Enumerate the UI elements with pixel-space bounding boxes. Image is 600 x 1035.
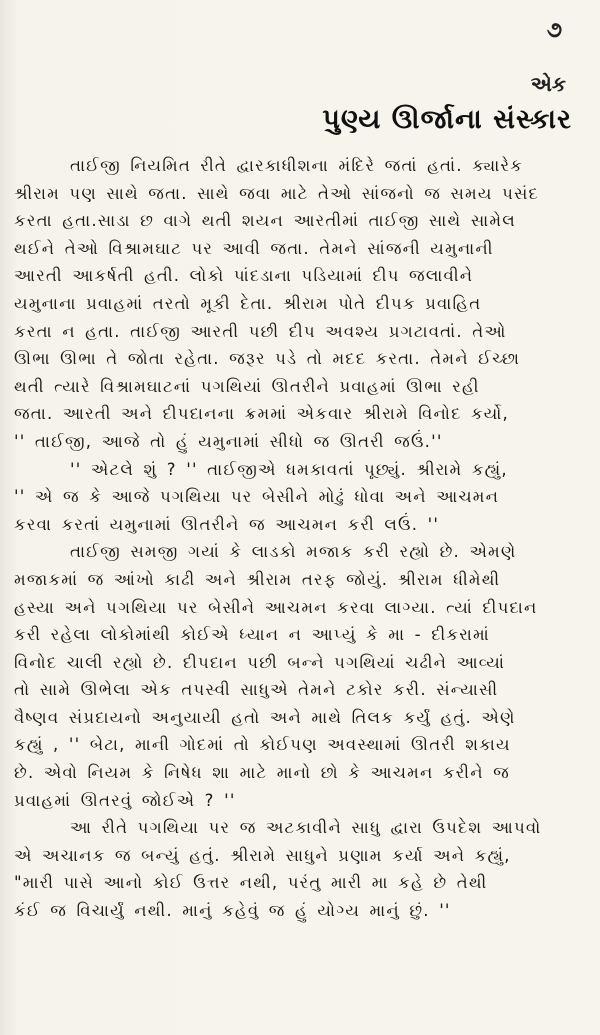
text-line: છે. એવો નિયમ કે નિષેધ શા માટે માનો છો કે આચમન કરીને જ: [14, 763, 510, 783]
text-line: તાઈજી નિયમિત રીતે દ્વારકાધીશના મંદિરે જતાં હતાં. ક્યારેક: [70, 156, 524, 175]
text-line: '' એ જ કે આજે પગથિયા પર બેસીને મોઢું ધોવા અને આચમન: [14, 487, 500, 507]
text-line: વૈષ્ણવ સંપ્રદાયનો અનુયાયી હતો અને માથે તિલક કર્યું હતું. એણે: [14, 707, 516, 727]
text-line: તાઈજી સમજી ગયાં કે લાડકો મજાક કરી રહ્યો છે. એમણે: [70, 542, 517, 562]
text-line: તો સામે ઊભેલા એક તપસ્વી સાધુએ તેમને ટકોર કરી. સંન્યાસી: [14, 680, 499, 700]
text-line: આ રીતે પગથિયા પર જ અટકાવીને સાધુ દ્વારા ઉપદેશ આપવો: [70, 818, 542, 838]
text-line: થતી ત્યારે વિશ્રામઘાટનાં પગથિયાં ઊતરીને પ્રવાહમાં ઊભા રહી: [14, 376, 480, 396]
page-number: ૭: [546, 18, 562, 43]
text-line: થઈને તેઓ વિશ્રામઘાટ પર આવી જતા. તેમને સાંજની યમુનાની: [14, 238, 494, 258]
text-line: કહ્યું , '' બેટા, માની ગોદમાં તો કોઈપણ અવસ્થામાં ઊતરી શકાય: [14, 735, 511, 755]
chapter-title: પુણ્ય ઊર્જાના સંસ્કાર: [322, 104, 572, 135]
text-line: યમુનાના પ્રવાહમાં તરતો મૂકી દેતા. શ્રીરામ પોતે દીપક પ્રવાહિત: [14, 293, 482, 313]
chapter-label: એક: [530, 72, 566, 96]
text-line: કરી રહેલા લોકોમાંથી કોઈએ ધ્યાન ન આપ્યું કે મા - દીકરામાં: [14, 625, 490, 645]
text-line: '' એટલે શું ? '' તાઈજીએ ધમકાવતાં પૂછ્યું. શ્રીરામે કહ્યું,: [70, 459, 508, 479]
text-line: પ્રવાહમાં ઊતરવું જોઈએ ? '': [14, 790, 236, 810]
text-line: એ અચાનક જ બન્યું હતું. શ્રીરામે સાધુને પ્રણામ કર્યા અને કહ્યું,: [14, 845, 511, 865]
text-line: જતા. આરતી અને દીપદાનના ક્રમમાં એકવાર શ્રીરામે વિનોદ કર્યો,: [14, 404, 509, 424]
text-line: કંઈ જ વિચાર્યું નથી. માનું કહેવું જ હું યોગ્ય માનું છું. '': [14, 901, 451, 921]
paragraph: [14, 152, 580, 456]
text-line: વિનોદ ચાલી રહ્યો છે. દીપદાન પછી બન્ને પગથિયાં ચઢીને આવ્યાં: [14, 652, 506, 672]
text-line: મજાકમાં જ આંખો કાઢી અને શ્રીરામ તરફ જોયું. શ્રીરામ ધીમેથી: [14, 569, 501, 589]
text-line: કરતા હતા.સાડા છ વાગે થતી શયન આરતીમાં તાઈજી સાથે સામેલ: [14, 211, 516, 231]
paragraph: [14, 814, 580, 924]
text-line: આરતી આકર્ષતી હતી. લોકો પાંદડાના પડિયામાં દીપ જલાવીને: [14, 266, 474, 286]
text-line: '' તાઈજી, આજે તો હું યમુનામાં સીધો જ ઊતરી જઉં.'': [14, 431, 443, 451]
paragraph: [14, 538, 580, 814]
text-line: હસ્યા અને પગથિયા પર બેસીને આચમન કરવા લાગ્યા. ત્યાં દીપદાન: [14, 597, 538, 617]
text-line: ઊભા ઊભા તે જોતા રહેતા. જરૂર પડે તો મદદ કરતા. તેમને ઈચ્છા: [14, 349, 521, 369]
text-line: "મારી પાસે આનો કોઈ ઉત્તર નથી, પરંતુ મારી મા કહે છે તેથી: [14, 873, 488, 893]
paragraph: [14, 456, 580, 539]
text-line: શ્રીરામ પણ સાથે જતા. સાથે જવા માટે તેઓ સાંજનો જ સમય પસંદ: [14, 183, 539, 203]
text-line: કરવા કરતાં યમુનામાં ઊતરીને જ આચમન કરી લઉં. '': [14, 514, 440, 534]
body-text: [14, 152, 580, 925]
text-line: કરતા ન હતા. તાઈજી આરતી પછી દીપ અવશ્ય પ્રગટાવતાં. તેઓ: [14, 321, 507, 341]
